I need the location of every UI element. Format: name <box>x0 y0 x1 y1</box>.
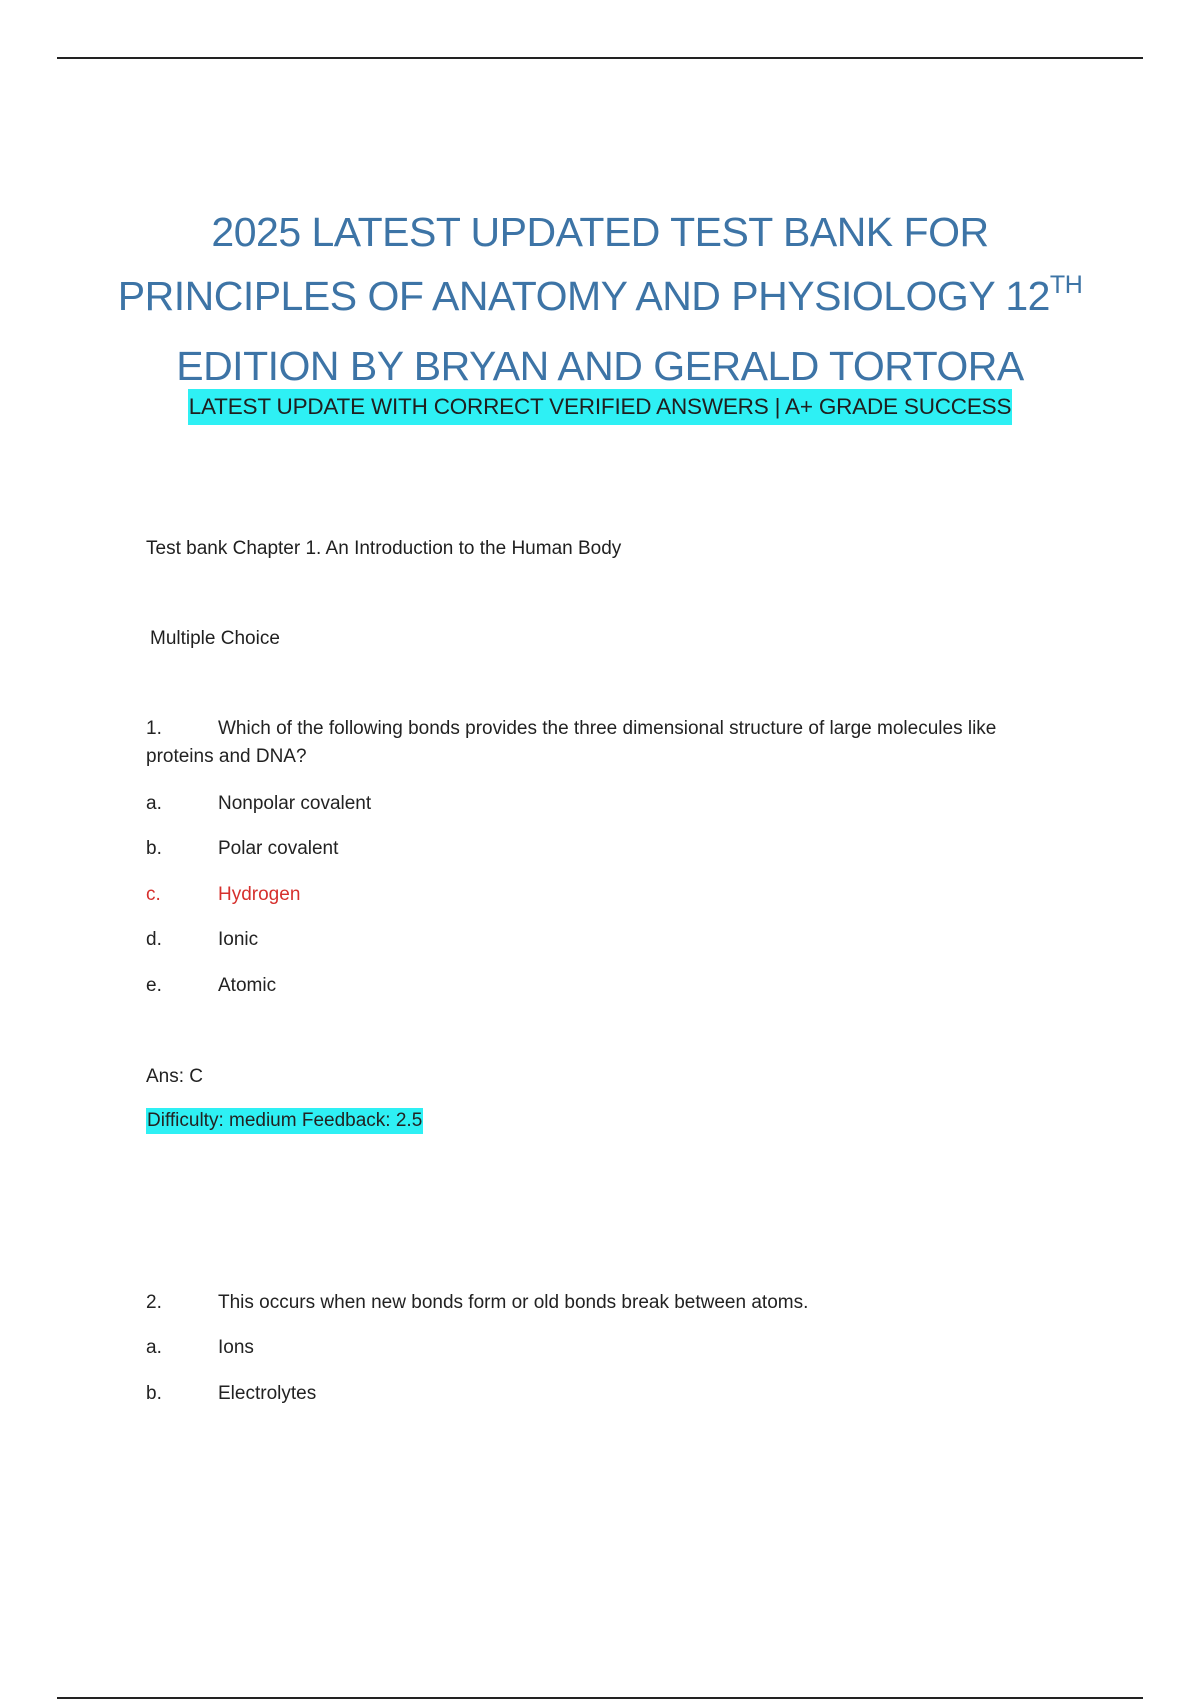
answer-key: Ans: C <box>146 1066 204 1087</box>
question-text: Which of the following bonds provides the three dimensional structure of large molecules like <box>218 718 997 739</box>
option-text-correct: Hydrogen <box>218 884 301 905</box>
option-letter-correct: c. <box>146 884 161 905</box>
option-letter: b. <box>146 1383 162 1404</box>
bottom-rule <box>57 1697 1143 1699</box>
top-rule <box>57 57 1143 59</box>
option-text: Ionic <box>218 929 259 950</box>
section-heading: Multiple Choice <box>150 628 280 649</box>
option-letter: b. <box>146 838 162 859</box>
option-letter: a. <box>146 793 162 814</box>
option-text: Nonpolar covalent <box>218 793 372 814</box>
option-letter: a. <box>146 1337 162 1358</box>
title-line-2 <box>100 264 1100 334</box>
subtitle-highlight: LATEST UPDATE WITH CORRECT VERIFIED ANSWERS | A+ GRADE SUCCESS <box>188 389 1013 425</box>
title-superscript: TH <box>1049 271 1083 299</box>
chapter-heading: Test bank Chapter 1. An Introduction to the Human Body <box>146 538 622 559</box>
title-line-3: EDITION BY BRYAN AND GERALD TORTORA <box>176 343 1024 389</box>
subtitle-container <box>0 389 1200 425</box>
question-text-continued: proteins and DNA? <box>146 746 307 767</box>
option-letter: e. <box>146 975 162 996</box>
difficulty-feedback: Difficulty: medium Feedback: 2.5 <box>146 1108 423 1134</box>
option-letter: d. <box>146 929 162 950</box>
title-line-1: 2025 LATEST UPDATED TEST BANK FOR <box>211 209 989 255</box>
option-text: Atomic <box>218 975 277 996</box>
option-text: Electrolytes <box>218 1383 317 1404</box>
document-title <box>100 200 1100 398</box>
question-text: This occurs when new bonds form or old bonds break between atoms. <box>218 1292 809 1313</box>
option-text: Polar covalent <box>218 838 339 859</box>
title-line-2-text: PRINCIPLES OF ANATOMY AND PHYSIOLOGY 12 <box>117 273 1050 319</box>
option-text: Ions <box>218 1337 254 1358</box>
question-number: 1. <box>146 718 162 739</box>
question-number: 2. <box>146 1292 162 1313</box>
